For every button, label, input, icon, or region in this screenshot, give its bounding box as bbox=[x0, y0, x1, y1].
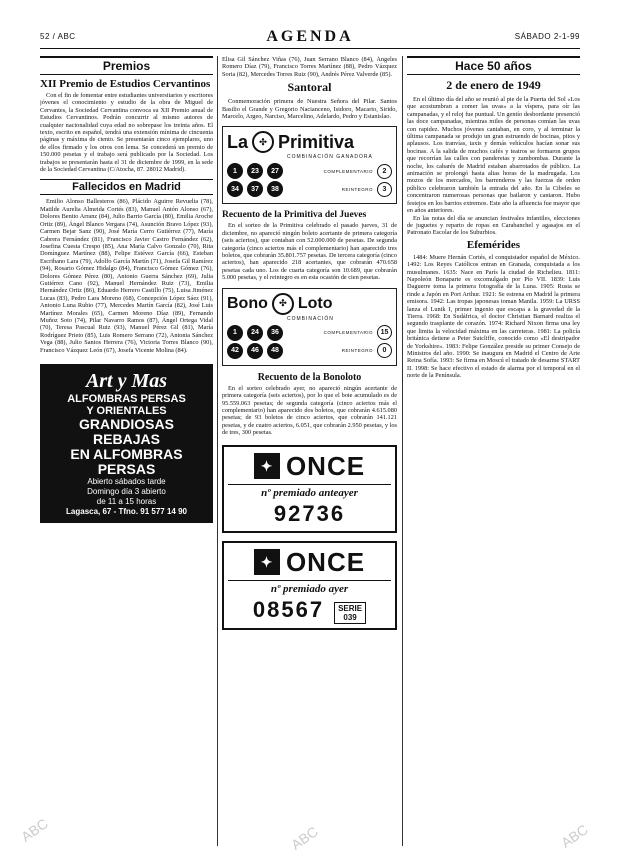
clover-icon: ✣ bbox=[252, 131, 274, 153]
ad-hours: de 11 a 15 horas bbox=[96, 497, 157, 506]
obituary-continued: Elisa Gil Sánchez Viñas (76), Juan Serrano Blanco (84), Ángeles Romero Díaz (79), Francisco Torres Martínez (88), Pedro Vázquez Soria (82), Mercedes Torres Ruiz (90), Andrés Pérez Valverde (85). bbox=[222, 56, 397, 78]
reintegro-label: REINTEGRO bbox=[341, 186, 373, 192]
once-logo-text: ONCE bbox=[285, 546, 366, 577]
complementario-label: COMPLEMENTARIO bbox=[323, 330, 373, 336]
column-divider bbox=[217, 56, 218, 846]
once-symbol-icon: ✦ bbox=[254, 453, 280, 479]
ad-line: Y ORIENTALES bbox=[86, 405, 167, 417]
bonoloto-logo-a: Bono bbox=[227, 294, 268, 312]
bonoloto-ball: 48 bbox=[267, 343, 283, 359]
primitiva-ball: 23 bbox=[247, 163, 263, 179]
efemerides-heading: Efemérides bbox=[466, 238, 521, 251]
once-logo bbox=[228, 451, 391, 482]
bonoloto-box bbox=[222, 288, 397, 366]
serie-value: 039 bbox=[343, 612, 357, 622]
column-right bbox=[407, 56, 580, 380]
date-title: 2 de enero de 1949 bbox=[446, 78, 541, 92]
primitiva-ball: 34 bbox=[227, 181, 243, 197]
bonoloto-ball: 42 bbox=[227, 343, 243, 359]
once-logo bbox=[228, 547, 391, 578]
reintegro-ball: 0 bbox=[377, 343, 392, 358]
ad-hours: Abierto sábados tarde bbox=[87, 477, 166, 486]
abc-watermark: ABC bbox=[558, 821, 591, 851]
recuento-bonoloto-text: En el sorteo celebrado ayer, no apareció ningún acertante de primera categoría (seis aciertos), por lo que el bote acumulado es de 95.559.063 pesetas; de segunda categoría (cinco aciertos más el complementario) han aparecido dos boletos, que cobrarán 4.615.080 pesetas; de 93 boletos de cinco aciertos, que cobrarán 141.121 pesetas, y de cuatro aciertos, 6.051, que cobrarán 2.950 pesetas, y los de tres, 300 pesetas. bbox=[222, 384, 397, 437]
santoral-text: Conmemoración primera de Nuestra Señora del Pilar. Santos Basilio el Grande y Gregorio Nacianceno, Isidoro, Macario, Sirido, Marcelo, Argeo, Narciso, Marcelino, Adelardo, Pedro y Estanislao. bbox=[222, 98, 397, 121]
column-middle bbox=[222, 56, 397, 638]
page-number: 52 / ABC bbox=[40, 32, 76, 41]
ad-hours: Domingo día 3 abierto bbox=[87, 487, 166, 496]
ad-headline: GRANDIOSAS REBAJAS bbox=[79, 416, 174, 447]
bonoloto-logo-b: Loto bbox=[297, 294, 333, 312]
history-text-2: En las notas del día se anuncian festivales infantiles, elecciones de juguetes y reparto de ropas en Carabanchel y agasajos en el Patronato Escolar de los Suburbios. bbox=[407, 214, 580, 237]
premio-text: Con el fin de fomentar entre estudiantes universitarios y escritores jóvenes el conocimiento y estudio de la obra de Miguel de Cervantes, la Sociedad Cervantina convoca su XII Premio anual de Estudios Cervantinos. Podrán concurrir al mismo autores de cualquier nacionalidad cuya edad no sobrepase los treinta años. El texto, escrito en español, tendrá una extensión mínima de cincuenta páginas y máxima de ciento. Se presentarán cinco ejemplares, uno de ellos firmado y los otros con lema. Se concederá un premio de 150.000 pesetas y el trabajo será publicado por la Sociedad. Los trabajos se presentarán hasta el 31 de diciembre de 1999, en la sede de la Sociedad Cervantina (C/Atocha, 87. 28012 Madrid). bbox=[40, 92, 213, 174]
primitiva-logo bbox=[227, 131, 392, 153]
once-serie bbox=[334, 602, 366, 624]
reintegro-ball: 3 bbox=[377, 182, 392, 197]
fallecidos-heading: Fallecidos en Madrid bbox=[40, 179, 213, 195]
primitiva-logo-a: La bbox=[227, 131, 249, 152]
primitiva-ball: 38 bbox=[267, 181, 283, 197]
serie-label: SERIE bbox=[338, 603, 363, 613]
fallecidos-text: Emilio Alonso Ballesteros (86), Plácido Aguirre Revuelta (78), Matilde Aurelia Almeida Cortés (83), Manuel Antón Alonso (67), Dolores Benito Arranz (84), Julio Barrio García (80), Emilia Aroche Ortiz (89), Ángel Blanco Vergara (74), Asunción Bravo López (93), Carmen Bejar Sanz (90), José María Cerro Gutiérrez (77), María Cabrera Fernández (81), Francisco Javier Castro Fernández (62), Josefina Cuesta Crespo (85), Ana María Calvo Gonzalo (70), Rita Domínguez Martínez (88), Felipe Estévez García (66), Esteban Escribano Lara (79), Adolfo García Martín (71), Josefa Gil Ramírez (94), Rosario Gómez Hidalgo (84), Francisco Gómez Gómez (76), Dolores Gómez Pérez (80), Antonio Guerra Sánchez (69), Julia Gutiérrez Cano (92), Manuel Hernández Ruiz (73), Emilia Hernández Ortiz (86), Eduardo Herrero Castillo (75), Luisa Jiménez Lucas (83), Pedro Lara Moreno (68), Concepción López Sáez (91), Antonio Luna Rubio (77), Mercedes Martín García (82), José Luis Martínez Morales (65), Carmen Moreno Díaz (89), Fernando Muñoz Soto (74), Pilar Navarro Ramos (87), Ángel Ortega Vidal (70), Teresa Pascual Ruiz (93), Manuel Pérez Gil (81), María Rodríguez Prieto (85), Luis Romero Serrano (72), Antonia Sánchez Vega (88), Julio Santos Herrera (76), Victoria Torres Blanco (90), Francisco Vázquez León (67), Josefa Vicente Molina (84). bbox=[40, 198, 213, 354]
recuento-bonoloto-heading: Recuento de la Bonoloto bbox=[257, 371, 362, 383]
ad-address: Lagasca, 67 - Tfno. 91 577 14 90 bbox=[66, 507, 187, 516]
primitiva-box bbox=[222, 126, 397, 204]
once-symbol-icon: ✦ bbox=[254, 549, 280, 575]
ad-line: ALFOMBRAS PERSAS bbox=[67, 393, 186, 405]
complementario-ball: 2 bbox=[377, 164, 392, 179]
once-box-anteayer bbox=[222, 445, 397, 533]
once-note: nº premiado ayer bbox=[228, 580, 391, 595]
recuento-primitiva-heading: Recuento de la Primitiva del Jueves bbox=[222, 210, 367, 221]
once-note: nº premiado anteayer bbox=[228, 484, 391, 499]
complementario-label: COMPLEMENTARIO bbox=[323, 168, 373, 174]
hace-50-anos-heading: Hace 50 años bbox=[407, 56, 580, 75]
santoral-heading: Santoral bbox=[287, 80, 332, 95]
once-number: 92736 bbox=[273, 500, 346, 526]
primitiva-ball: 27 bbox=[267, 163, 283, 179]
premios-heading: Premios bbox=[40, 56, 213, 75]
efemerides-text: 1484: Muere Hernán Cortés, el conquistador español de México. 1492: Los Reyes Católicos entran en Granada, conquistada a los musulmanes. 1635: Nace en París la ciudad de Richelieu. 1811: Napoleón Bonaparte es excomulgado por Pío VII. 1839: Luis Daguerre toma la primera fotografía de la Luna. 1905: Rusia se rinde a Japón en Port Arthur. 1921: Se estrena en Madrid la primera emisora. 1942: Las tropas japonesas toman Manila. 1959: La URSS lanza el Lunik I, primer ingenio que escapa a la gravedad de la Tierra. 1968: En Sudáfrica, el doctor Christian Barnard realiza el segundo trasplante de corazón. 1974: Richard Nixon firma una ley que limita la velocidad máxima en las carreteras. 1981: La policía británica detiene a Peter Sutcliffe, conocido como «El destripador de Yorkshire». 1983: Felipe González preside su primer Consejo de Ministros del año. 1990: Se inaugura en Madrid el Centro de Arte Reina Sofía. 1993: Se firma en Moscú el tratado de desarme START II. 1998: Se hace efectivo el estado de alarma por el temporal en el norte de la Península. bbox=[407, 253, 580, 380]
ad-brand: Art y Mas bbox=[85, 370, 168, 392]
column-divider bbox=[402, 56, 403, 846]
primitiva-ball: 37 bbox=[247, 181, 263, 197]
bonoloto-ball: 24 bbox=[247, 325, 263, 341]
bonoloto-ball: 1 bbox=[227, 325, 243, 341]
reintegro-label: REINTEGRO bbox=[341, 348, 373, 354]
once-number: 08567 bbox=[252, 596, 325, 622]
primitiva-ball: 1 bbox=[227, 163, 243, 179]
recuento-primitiva-text: En el sorteo de la Primitiva celebrado el pasado jueves, 31 de diciembre, no apareció ningún boleto acertante de primera categoría (seis aciertos), que contaban con 52.000.000 de pesetas. De segunda categoría (cinco aciertos más el complementario) han aparecido tres boletos, que cobrarán 35.801.757 pesetas. De tercera categoría (cinco aciertos), han aparecido 218 acertantes, que cobrarán 470.658 pesetas cada uno. Los de cuarta categoría son 10.689, que cobrarán 5.000 pesetas, y el reintegro es en esta ocasión de cien pesetas. bbox=[222, 222, 397, 282]
once-box-ayer bbox=[222, 541, 397, 630]
bonoloto-subtitle: COMBINACIÓN bbox=[287, 315, 334, 322]
issue-date: SÁBADO 2-1-99 bbox=[514, 32, 580, 41]
bonoloto-logo bbox=[227, 293, 392, 315]
primitiva-subtitle: COMBINACIÓN GANADORA bbox=[287, 154, 373, 161]
abc-watermark: ABC bbox=[288, 823, 321, 853]
section-title: AGENDA bbox=[266, 28, 354, 45]
abc-watermark: ABC bbox=[18, 815, 51, 845]
bonoloto-ball: 36 bbox=[267, 325, 283, 341]
rug-advertisement bbox=[40, 364, 213, 523]
page-header bbox=[40, 30, 580, 49]
once-logo-text: ONCE bbox=[285, 450, 366, 481]
column-left bbox=[40, 56, 213, 523]
complementario-ball: 15 bbox=[377, 325, 392, 340]
history-text: En el último día del año se reunió al pie de la Puerta del Sol «Los que acostumbran a comer las uvas» a la víspera, para oír las campanadas, y el reloj fue puntual. Un gentío desbordante presenció las doce campanadas, mientras miles de personas comían las uvas con rapidez. Muchos jóvenes cantaban, en coro, y al terminar la última campanada se produjo un gran estruendo de bocinas, pitos y aplausos. Los tranvías, taxis y demás vehículos hacían sonar sus bocinas. A la salida de muchos cafés y teatros se formaron grupos que recorrían las calles con panderetas y zambombas. Durante la noche, los cabarés de Madrid estaban abarrotados de público. La animación se prolongó hasta altas horas de la madrugada. Los mozos de los mercados, los barrenderos y las fuerzas de orden público celebraron también la entrada del año. En la Cibeles se concentraron numerosas personas que bailaron y cantaron. Hubo festejos en los barrios extremos. Este año la afluencia fue mayor que en años anteriores. bbox=[407, 96, 580, 215]
bonoloto-ball: 46 bbox=[247, 343, 263, 359]
primitiva-logo-b: Primitiva bbox=[278, 131, 355, 152]
premio-title: XII Premio de Estudios Cervantinos bbox=[40, 78, 211, 90]
clover-icon: ✣ bbox=[272, 293, 294, 315]
ad-headline: EN ALFOMBRAS PERSAS bbox=[70, 446, 183, 477]
